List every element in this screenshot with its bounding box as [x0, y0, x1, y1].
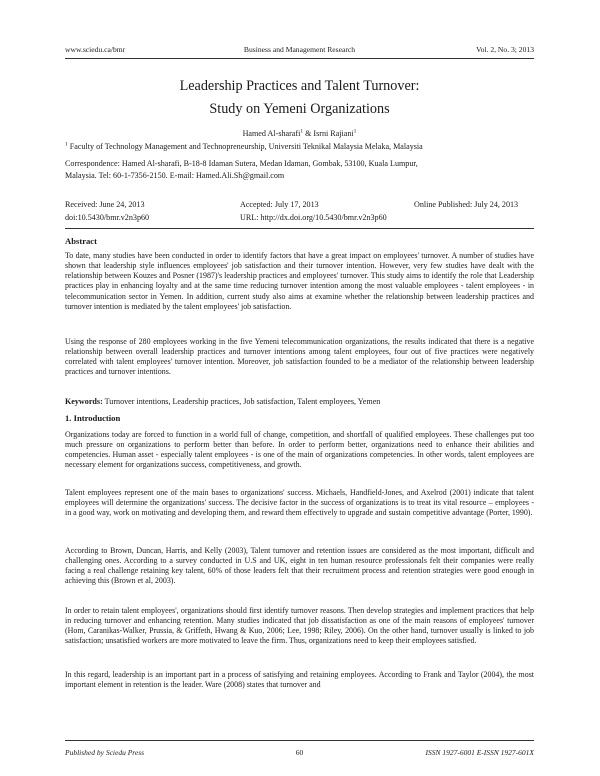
- intro-paragraph-4: In order to retain talent employees', organizations should first identify turnover reasons. Then develop strategies and implement practices that help in reducing turnover and enhancing retention. Many studies indicated that job dissatisfaction as one of the main reasons of employees' turnover (Hom, Caranikas-Walker, Prussia, & Griffeth, Hwang & Kuo, 2006; Lee, 1998; Riley, 2006). On the other hand, turnover usually is linked to job satisfaction; unsatisfied workers are more motivated to leave the firm. Thus, organizations need to keep their employees satisfied.: [65, 606, 534, 646]
- keywords-label: Keywords:: [65, 397, 103, 406]
- abstract-heading: Abstract: [65, 236, 97, 246]
- author-second: & Isrni Rajiani: [303, 129, 354, 138]
- correspondence-line1: Correspondence: Hamed Al-sharafi, B-18-8 Idaman Sutera, Medan Idaman, Gombak, 53100, Kuala Lumpur,: [65, 159, 418, 168]
- section-heading-introduction: 1. Introduction: [65, 413, 121, 423]
- footer-issn: ISSN 1927-6001 E-ISSN 1927-601X: [425, 748, 534, 757]
- abstract-paragraph-1: To date, many studies have been conducted in order to identify factors that have a great impact on employees' turnover. A number of studies have shown that leadership style influences employees' job satisfaction and their turnover intention. However, very few studies have dealt with the relationship between Kouzes and Posner (1987)'s leadership practices and employees' turnover. This study aims to identify the role that Leadership practices play in enhancing loyalty and at the same time reducing turnover intention among the most valuable employees - talent employees - in telecommunication sector in Yemen. In addition, current study also aims at examine whether the relationship between leadership practices and turnover intention is mediated by the talent employees' job satisfaction.: [65, 251, 534, 311]
- running-header: [65, 45, 534, 57]
- affiliation: [65, 142, 534, 152]
- correspondence-line2[interactable]: Malaysia. Tel: 60-1-7356-2150. E-mail: Hamed.Ali.Sh@gmail.com: [65, 171, 285, 180]
- footer-rule: [65, 740, 534, 741]
- intro-paragraph-5: In this regard, leadership is an important part in a process of satisfying and retaining employees. According to Frank and Taylor (2004), the most important element in retention is the leader. Ware (2008) states that turnover and: [65, 670, 534, 690]
- author-second-sup: 1: [353, 128, 357, 135]
- paper-title-line1: Leadership Practices and Talent Turnover:: [179, 78, 420, 94]
- header-journal-name: Business and Management Research: [243, 45, 356, 54]
- page-footer: [65, 748, 534, 760]
- intro-paragraph-2: Talent employees represent one of the main bases to organizations' success. Michaels, Handfield-Jones, and Axelrod (2001) indicate that talent employees will determine the organizations' success. The decisive factor in the success of organizations is to treat its vital resource – employees - in a good way, work on motivating and developing them, and reward them effectively to upgrade and sustain competitive advantage (Porter, 1990).: [65, 488, 534, 518]
- keywords-text: Turnover intentions, Leadership practices, Job satisfaction, Talent employees, Yemen: [102, 397, 381, 406]
- author-first: Hamed Al-sharafi: [242, 129, 301, 138]
- header-website[interactable]: www.sciedu.ca/bmr: [65, 45, 126, 54]
- meta-rule: [65, 228, 534, 229]
- accepted-date: Accepted: July 17, 2013: [240, 200, 319, 209]
- received-date: Received: June 24, 2013: [65, 200, 145, 209]
- published-date: Online Published: July 24, 2013: [414, 200, 519, 209]
- footer-publisher: Published by Sciedu Press: [65, 748, 145, 757]
- header-rule: [65, 58, 534, 59]
- doi[interactable]: doi:10.5430/bmr.v2n3p60: [65, 213, 150, 222]
- intro-paragraph-1: Organizations today are forced to function in a world full of change, competition, and shortfall of qualified employees. These challenges put too much pressure on organizations to perform better than before. In order to perform better, organizations need to enhance their abilities and competencies. Human asset - especially talent employees - is one of the main of organizations competencies. In other words, talent employees are necessary element for organizations success, competitiveness, and growth.: [65, 430, 534, 470]
- header-volume: Vol. 2, No. 3; 2013: [476, 45, 534, 54]
- intro-paragraph-3: According to Brown, Duncan, Harris, and Kelly (2003), Talent turnover and retention issues are considered as the most important, difficult and challenging ones. According to a survey conducted in U.S and UK, eight in ten human resource professionals felt their companies were really facing a real challenge retaining key talent, 60% of those leaders felt that their recruitment process and retention strategies were good enough in achieving this (Brown et al, 2003).: [65, 546, 534, 586]
- paper-title-line2: Study on Yemeni Organizations: [209, 101, 390, 117]
- author-first-sup: 1: [300, 128, 304, 135]
- affiliation-text: Faculty of Technology Management and Technopreneurship, Universiti Teknikal Malaysia Melaka, Malaysia: [67, 142, 423, 151]
- doi-url[interactable]: URL: http://dx.doi.org/10.5430/bmr.v2n3p60: [240, 213, 387, 222]
- keywords: [65, 397, 534, 406]
- author-line: [65, 129, 534, 139]
- affiliation-sup: 1: [65, 141, 68, 148]
- page-number: 60: [295, 748, 304, 757]
- abstract-paragraph-2: Using the response of 280 employees working in the five Yemeni telecommunication organizations, the results indicated that there is a negative relationship between overall leadership practices and turnover intentions among talent employees, four out of five practices were negatively correlated with talent employees' turnover intention. Moreover, job satisfaction founded to be a mediator of the relationship between leadership practices and turnover intentions.: [65, 337, 534, 377]
